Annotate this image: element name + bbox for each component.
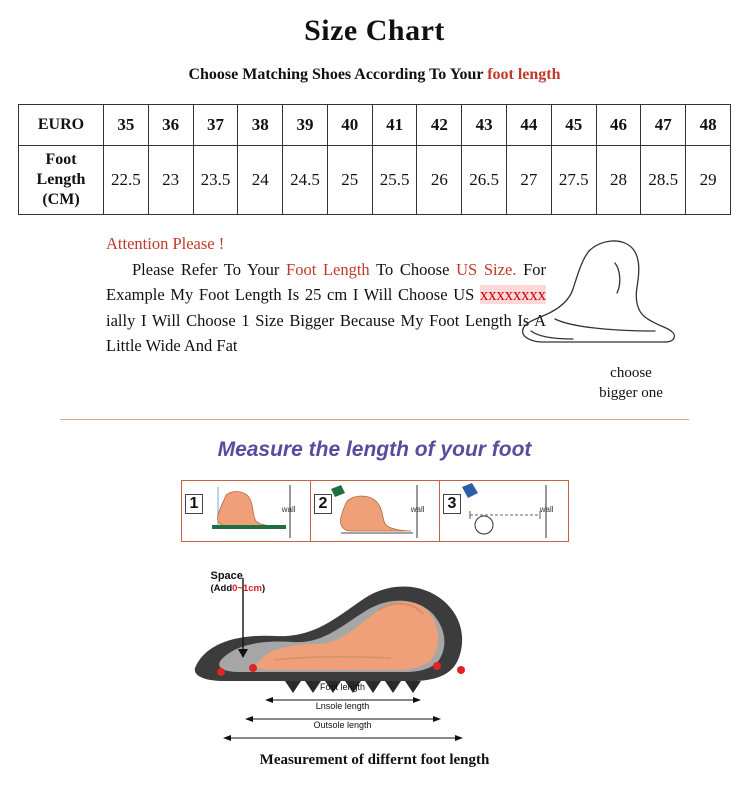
row-label-euro: EURO [19,105,104,146]
foot-outline-icon [515,231,705,361]
step-3-number: 3 [443,494,462,514]
foot-measurement-diagram [165,548,585,748]
row-label-foot-line1: Foot [45,151,77,168]
foot-cell-8: 26.5 [462,146,507,215]
euro-cell-12: 47 [641,105,686,146]
space-label [211,570,266,595]
foot-cell-2: 23.5 [193,146,238,215]
foot-cell-1: 23 [148,146,193,215]
euro-cell-1: 36 [148,105,193,146]
euro-cell-2: 37 [193,105,238,146]
row-label-foot-line3: (CM) [42,191,80,208]
row-label-foot-length [19,146,104,215]
measure-section-title: Measure the length of your foot [217,438,532,461]
step-1-number: 1 [185,494,204,514]
attention-text [106,231,546,359]
dim-outsole-length-label: Outsole length [313,720,372,730]
step-3 [440,481,568,541]
choose-bigger-line1: choose [610,365,652,381]
attention-line2-red: US Size. [456,259,517,279]
space-label-value: 0~1cm [232,583,262,595]
step-3-wall-label: wall [539,505,554,514]
foot-cell-11: 28 [596,146,641,215]
page-title: Size Chart [304,14,445,47]
table-row-foot-length [19,146,731,215]
foot-cell-5: 25 [327,146,372,215]
space-label-title: Space [210,570,243,582]
foot-cell-3: 24 [238,146,283,215]
attention-line1a: Please Refer To Your [132,259,287,279]
size-table-container [18,104,731,215]
step-2-wall-label: wall [410,505,425,514]
space-label-suffix: ) [262,583,266,595]
dim-foot-length-label: Foot length [319,682,366,692]
attention-line1b: To Choose [369,259,450,279]
foot-cell-0: 22.5 [104,146,149,215]
attention-heading: Attention Please ! [106,234,225,253]
step-1 [182,481,311,541]
size-table [18,104,731,215]
size-chart-page [0,14,749,810]
choose-bigger-note [571,363,691,404]
section-divider [60,419,689,420]
attention-block [18,231,731,411]
dim-insole-length-label: Lnsole length [315,701,370,711]
foot-cell-9: 27 [507,146,552,215]
attention-masked-text: xxxxxxxx [480,285,546,305]
euro-cell-9: 44 [507,105,552,146]
choose-bigger-line2: bigger one [599,385,663,402]
step-1-wall-label: wall [281,505,296,514]
subtitle-prefix: Choose Matching Shoes According To Your [188,66,488,83]
foot-cell-10: 27.5 [551,146,596,215]
step-2-number: 2 [314,494,333,514]
attention-line3a: Will Choose US [363,285,480,305]
measure-steps [181,480,569,542]
euro-cell-6: 41 [372,105,417,146]
space-label-detail [211,583,266,594]
attention-line3b: ially I Will Choose 1 Size [106,310,284,330]
euro-cell-0: 35 [104,105,149,146]
space-label-prefix: (Add [210,583,233,595]
foot-outline-svg [515,231,705,361]
attention-line1-red: Foot Length [286,259,370,279]
foot-cell-6: 25.5 [372,146,417,215]
euro-cell-3: 38 [238,105,283,146]
euro-cell-13: 48 [686,105,731,146]
step-2 [311,481,440,541]
euro-cell-10: 45 [551,105,596,146]
subtitle-accent: foot length [487,66,561,83]
attention-line2b: For Example My Foot Length Is 25 cm I [106,259,547,305]
page-subtitle [0,66,749,84]
euro-cell-8: 43 [462,105,507,146]
foot-cell-13: 29 [686,146,731,215]
attention-body [106,257,546,359]
foot-cell-7: 26 [417,146,462,215]
foot-cell-12: 28.5 [641,146,686,215]
foot-cell-4: 24.5 [283,146,328,215]
diagram-caption: Measurement of differnt foot length [259,752,490,768]
euro-cell-4: 39 [283,105,328,146]
euro-cell-7: 42 [417,105,462,146]
row-label-foot-line2: Length [36,171,86,188]
attention-line5: And Fat [183,336,238,356]
euro-cell-11: 46 [596,105,641,146]
table-row-euro [19,105,731,146]
euro-cell-5: 40 [327,105,372,146]
attention-line4: Bigger Because My Foot Length Is A Little Wide [106,310,547,356]
